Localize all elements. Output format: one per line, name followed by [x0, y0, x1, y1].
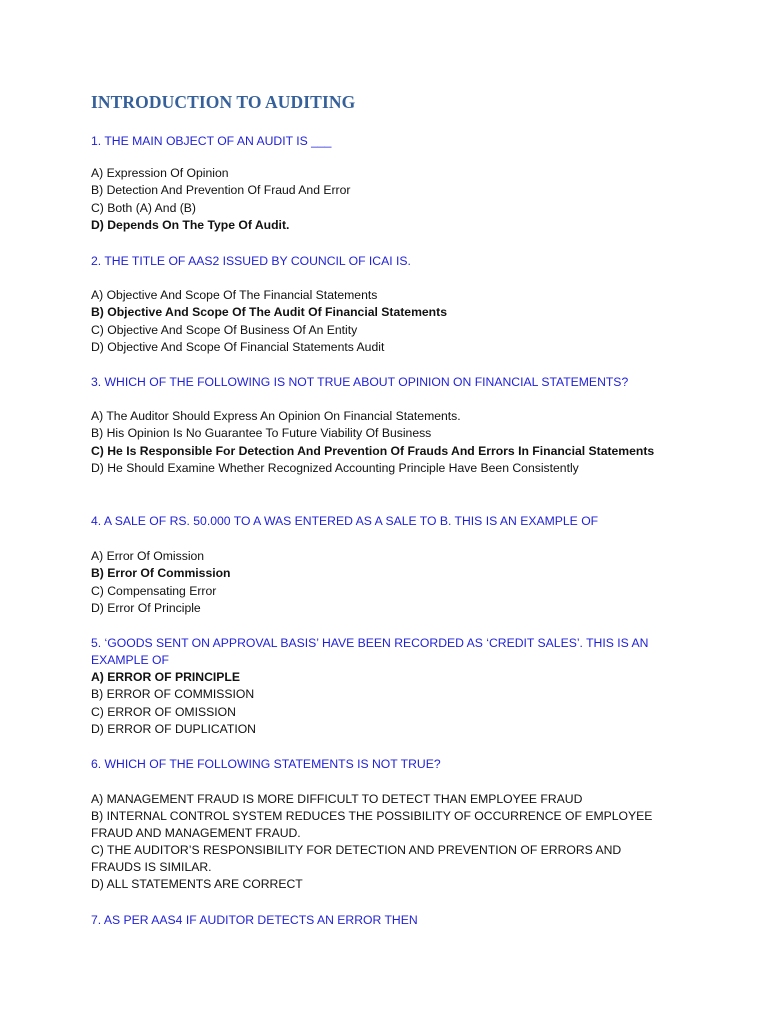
question-1-options — [91, 165, 681, 235]
option-text: D) Error Of Principle — [91, 601, 201, 616]
option-text: A) Error Of Omission — [91, 549, 205, 563]
option-text: A) Expression Of Opinion — [91, 166, 229, 180]
option-text: D) ERROR OF DUPLICATION — [91, 722, 256, 737]
question-6-options — [91, 791, 653, 893]
option-text-answer: C) He Is Responsible For Detection And Prevention Of Frauds And Errors In Financial Statements — [91, 443, 655, 458]
option-text: B) His Opinion Is No Guarantee To Future Viability Of Business — [91, 426, 432, 441]
option-text: A) The Auditor Should Express An Opinion On Financial Statements. — [91, 409, 461, 423]
question-7: 7. AS PER AAS4 IF AUDITOR DETECTS AN ERROR THEN — [91, 913, 418, 927]
option-text: C) Both (A) And (B) — [91, 200, 196, 215]
question-4: 4. A SALE OF RS. 50.000 TO A WAS ENTERED AS A SALE TO B. THIS IS AN EXAMPLE OF — [91, 514, 599, 528]
option-text-answer: A) ERROR OF PRINCIPLE — [91, 670, 240, 684]
option-text: C) THE AUDITOR’S RESPONSIBILITY FOR DETECTION AND PREVENTION OF ERRORS AND FRAUDS IS SIMILAR. — [91, 843, 622, 874]
question-5-options — [91, 669, 681, 739]
option-text: B) ERROR OF COMMISSION — [91, 687, 255, 702]
option-text-answer: B) Objective And Scope Of The Audit Of Financial Statements — [91, 305, 447, 320]
question-1: 1. THE MAIN OBJECT OF AN AUDIT IS ___ — [91, 134, 332, 148]
question-2: 2. THE TITLE OF AAS2 ISSUED BY COUNCIL OF ICAI IS. — [91, 254, 411, 268]
question-6: 6. WHICH OF THE FOLLOWING STATEMENTS IS NOT TRUE? — [91, 757, 441, 771]
option-text: A) MANAGEMENT FRAUD IS MORE DIFFICULT TO DETECT THAN EMPLOYEE FRAUD — [91, 792, 583, 806]
option-text: B) Detection And Prevention Of Fraud And Error — [91, 183, 351, 198]
option-text: A) Objective And Scope Of The Financial Statements — [91, 288, 378, 302]
question-4-options — [91, 548, 681, 618]
document-title: INTRODUCTION TO AUDITING — [91, 92, 356, 112]
option-text: D) He Should Examine Whether Recognized Accounting Principle Have Been Consistently — [91, 461, 579, 476]
question-5: 5. ‘GOODS SENT ON APPROVAL BASIS’ HAVE BEEN RECORDED AS ‘CREDIT SALES’. THIS IS AN EXAMPLE OF — [91, 636, 649, 667]
option-text: D) ALL STATEMENTS ARE CORRECT — [91, 877, 303, 891]
option-text: B) INTERNAL CONTROL SYSTEM REDUCES THE POSSIBILITY OF OCCURRENCE OF EMPLOYEE FRAUD AND MANAGEMENT FRAUD. — [91, 809, 653, 840]
option-text-answer: B) Error Of Commission — [91, 566, 231, 581]
question-2-options — [91, 287, 681, 357]
option-text: C) Compensating Error — [91, 583, 217, 598]
option-text: C) ERROR OF OMISSION — [91, 704, 236, 719]
question-3: 3. WHICH OF THE FOLLOWING IS NOT TRUE ABOUT OPINION ON FINANCIAL STATEMENTS? — [91, 375, 629, 389]
option-text-answer: D) Depends On The Type Of Audit. — [91, 218, 290, 233]
option-text: C) Objective And Scope Of Business Of An Entity — [91, 322, 358, 337]
option-text: D) Objective And Scope Of Financial Statements Audit — [91, 340, 385, 355]
question-3-options — [91, 408, 711, 478]
